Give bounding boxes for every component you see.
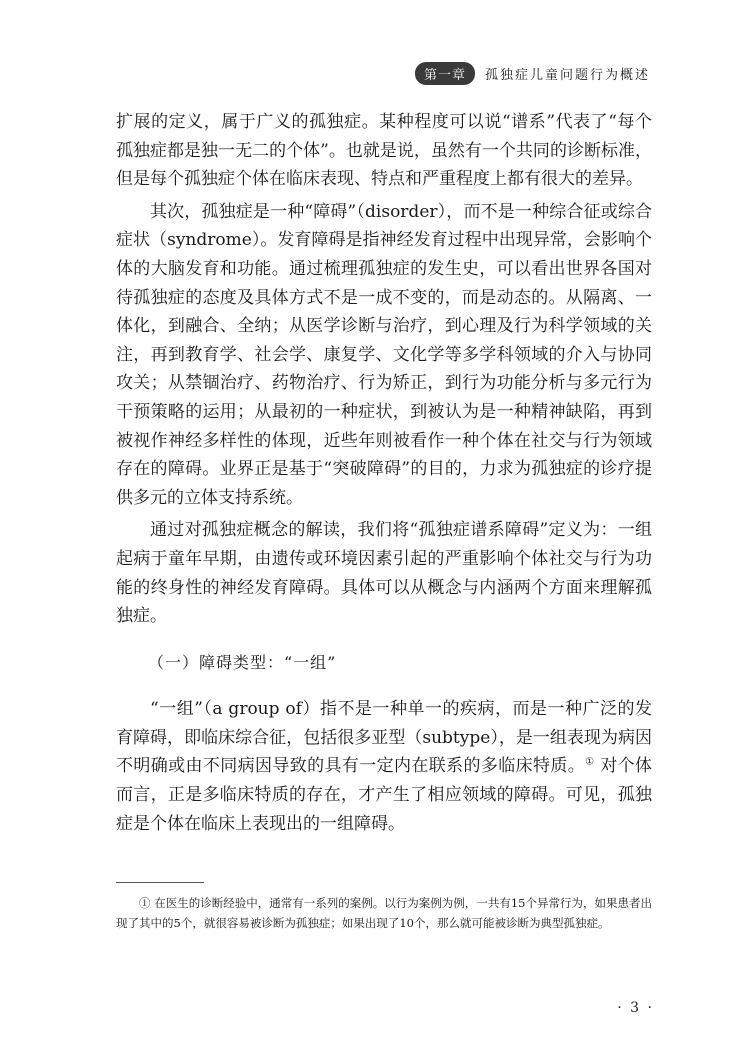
running-header — [415, 62, 650, 85]
footnote-reference[interactable]: ① — [585, 756, 595, 768]
paragraph-1: 扩展的定义，属于广义的孤独症。某种程度可以说“谱系”代表了“每个孤独症都是独一无二的个体”。也就是说，虽然有一个共同的诊断标准，但是每个孤独症个体在临床表现、特点和严重程度上都有很大的差异。 — [116, 112, 652, 190]
chapter-badge: 第一章 — [415, 62, 475, 85]
paragraph-3: 通过对孤独症概念的解读，我们将“孤独症谱系障碍”定义为：一组起病于童年早期，由遗传或环境因素引起的严重影响个体社交与行为功能的终身性的神经发育障碍。具体可以从概念与内涵两个方面来理解孤独症。 — [116, 520, 652, 627]
paragraph-4-part-a: “一组”（a group of）指不是一种单一的疾病，而是一种广泛的发育障碍，即临床综合征，包括很多亚型（subtype），是一组表现为病因不明确或由不同病因导致的具有一定内在联系的多临床特质。 — [116, 699, 652, 777]
footnote — [116, 893, 652, 933]
header-title: 孤独症儿童问题行为概述 — [484, 68, 650, 83]
body-text — [116, 108, 652, 842]
footnote-divider — [116, 882, 204, 883]
section-heading: （一）障碍类型：“一组” — [148, 652, 337, 672]
paragraph-4 — [116, 695, 652, 838]
page-number: · 3 · — [617, 1000, 654, 1016]
paragraph-4-part-b: 对个体而言，正是多临床特质的存在，才产生了相应领域的障碍。可见，孤独症是个体在临床上表现出的一组障碍。 — [116, 756, 652, 834]
footnote-marker: ① — [139, 896, 151, 910]
paragraph-2: 其次，孤独症是一种“障碍”（disorder），而不是一种综合征或综合症状（syndrome）。发育障碍是指神经发育过程中出现异常，会影响个体的大脑发育和功能。通过梳理孤独症的发生史，可以看出世界各国对待孤独症的态度及具体方式不是一成不变的，而是动态的。从隔离、一体化，到融合、全纳；从医学诊断与治疗，到心理及行为科学领域的关注，再到教育学、社会学、康复学、文化学等多学科领域的介入与协同攻关；从禁锢治疗、药物治疗、行为矫正，到行为功能分析与多元行为干预策略的运用；从最初的一种症状，到被认为是一种精神缺陷，再到被视作神经多样性的体现，近些年则被看作一种个体在社交与行为领域存在的障碍。业界正是基于“突破障碍”的目的，力求为孤独症的诊疗提供多元的立体支持系统。 — [116, 201, 652, 508]
footnote-text: 在医生的诊断经验中，通常有一系列的案例。以行为案例为例，一共有15个异常行为，如果患者出现了其中的5个，就很容易被诊断为孤独症；如果出现了10个，那么就可能被诊断为典型孤独症。 — [116, 896, 653, 930]
